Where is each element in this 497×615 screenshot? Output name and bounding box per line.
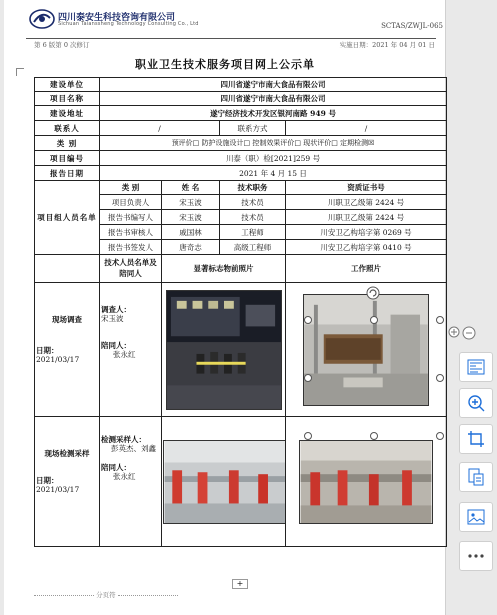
resize-handle[interactable] — [370, 316, 378, 324]
more-options-button[interactable] — [459, 541, 493, 571]
plus-circle-icon[interactable] — [448, 326, 460, 338]
member-name: 宋玉波 — [162, 195, 220, 210]
member-title: 工程师 — [220, 225, 286, 240]
sampling-staff-cell — [100, 417, 162, 547]
survey-date: 2021/03/17 — [36, 355, 80, 364]
resize-handle[interactable] — [304, 374, 312, 382]
survey-work-photo-cell — [286, 283, 447, 417]
company-logo-icon — [28, 8, 56, 30]
address-value: 遂宁经济技术开发区银河南路 949 号 — [100, 106, 447, 121]
member-role: 项目负责人 — [100, 195, 162, 210]
text-wrap-icon — [467, 359, 485, 375]
member-title: 高级工程师 — [220, 240, 286, 255]
resize-handle[interactable] — [370, 432, 378, 440]
code-value: 川泰（职）检[2021]259 号 — [100, 151, 447, 166]
date-value: 2021 年 4 月 15 日 — [100, 166, 447, 181]
company-name: 四川泰安生科技咨询有限公司 — [58, 13, 176, 23]
member-title: 技术员 — [220, 210, 286, 225]
replace-image-button[interactable] — [459, 502, 493, 532]
sampling-label: 现场检测采样 — [44, 449, 90, 458]
photo-header-work: 工作照片 — [286, 255, 447, 283]
member-cert: 川职卫乙级第 2424 号 — [286, 195, 447, 210]
escort-name: 张永红 — [113, 350, 136, 359]
image-text-icon — [467, 468, 485, 486]
project-value: 四川省遂宁市南大食品有限公司 — [100, 92, 447, 106]
member-cert: 川安卫乙构培字第 0269 号 — [286, 225, 447, 240]
survey-label: 现场调查 — [52, 315, 82, 324]
photo-header-landmark: 显著标志物前照片 — [162, 255, 286, 283]
sampling-row — [35, 417, 447, 547]
survey-label-cell — [35, 283, 100, 417]
add-row-button[interactable]: + — [232, 579, 248, 589]
team-header-name: 姓 名 — [162, 181, 220, 195]
member-cert: 川安卫乙构培字第 0410 号 — [286, 240, 447, 255]
unit-label: 建设单位 — [35, 78, 100, 92]
rotate-handle-icon[interactable] — [366, 286, 380, 300]
member-cert: 川职卫乙级第 2424 号 — [286, 210, 447, 225]
resize-handle[interactable] — [436, 432, 444, 440]
document-page — [4, 0, 446, 615]
document-title: 职业卫生技术服务项目网上公示单 — [135, 58, 315, 71]
edition-text: 第 6 版第 0 次修订 — [34, 41, 90, 49]
implementation-date: 实施日期：2021 年 04 月 01 日 — [339, 41, 435, 49]
header-divider — [26, 38, 436, 39]
sampling-photo-2[interactable] — [299, 440, 433, 524]
unit-value: 四川省遂宁市南大食品有限公司 — [100, 78, 447, 92]
member-role: 报告书审核人 — [100, 225, 162, 240]
contact-way-label: 联系方式 — [220, 121, 286, 136]
sampler-label: 检测采样人： — [101, 435, 146, 444]
notice-table — [34, 77, 447, 547]
project-label: 项目名称 — [35, 92, 100, 106]
member-title: 技术员 — [220, 195, 286, 210]
team-header-cert: 资质证书号 — [286, 181, 447, 195]
sampler-names: 彭英杰、刘鑫 — [111, 444, 156, 453]
address-label: 建设地址 — [35, 106, 100, 121]
image-icon — [467, 508, 485, 526]
crop-icon — [467, 430, 485, 448]
resize-handle[interactable] — [436, 316, 444, 324]
team-label: 项目组人员名单 — [35, 181, 100, 255]
contact-way-value: / — [286, 121, 447, 136]
resize-handle[interactable] — [304, 316, 312, 324]
resize-handle[interactable] — [436, 374, 444, 382]
survey-staff-cell — [100, 283, 162, 417]
investigator-name: 宋玉波 — [101, 314, 124, 323]
minus-circle-icon[interactable] — [462, 326, 476, 340]
zoom-image-button[interactable] — [459, 388, 493, 418]
sampling-date-label: 日期： — [36, 476, 59, 485]
member-name: 唐奇志 — [162, 240, 220, 255]
member-role: 报告书编写人 — [100, 210, 162, 225]
sampling-photo-1-cell — [162, 417, 286, 547]
sampling-date: 2021/03/17 — [36, 485, 80, 494]
resize-handle[interactable] — [304, 432, 312, 440]
survey-row — [35, 283, 447, 417]
survey-landmark-photo[interactable] — [166, 290, 282, 410]
date-label: 报告日期 — [35, 166, 100, 181]
more-icon — [467, 553, 485, 559]
team-header-category: 类 别 — [100, 181, 162, 195]
category-label: 类 别 — [35, 136, 100, 151]
company-name-en: Sichuan Taianssheng Technology Consulting Co., Ltd — [58, 21, 199, 27]
investigator-label: 调查人： — [101, 305, 131, 314]
layout-options-button[interactable] — [459, 352, 493, 382]
sampling-escort-label: 陪同人： — [101, 463, 131, 472]
sampling-label-cell — [35, 417, 100, 547]
member-name: 宋玉波 — [162, 210, 220, 225]
escort-label: 陪同人： — [101, 341, 131, 350]
member-role: 报告书签发人 — [100, 240, 162, 255]
crop-image-button[interactable] — [459, 424, 493, 454]
survey-work-photo[interactable] — [303, 294, 429, 406]
code-label: 项目编号 — [35, 151, 100, 166]
zoom-in-icon — [467, 394, 485, 412]
contact-label: 联系人 — [35, 121, 100, 136]
survey-landmark-photo-cell — [162, 283, 286, 417]
contact-value: / — [100, 121, 220, 136]
image-to-text-button[interactable] — [459, 462, 493, 492]
sampling-escort-name: 张永红 — [113, 472, 136, 481]
member-name: 戚国林 — [162, 225, 220, 240]
photo-header-staff: 技术人员名单及陪同人 — [100, 255, 162, 283]
sampling-photo-1[interactable] — [163, 440, 286, 524]
page-break-marker: 分页符 — [34, 590, 414, 599]
team-header-title: 技术职务 — [220, 181, 286, 195]
survey-date-label: 日期： — [36, 346, 59, 355]
document-number: SCTAS/ZWJL-065 — [381, 22, 443, 30]
category-value: 预评价□ 防护设施设计□ 控制效果评价□ 现状评价□ 定期检测☒ — [100, 136, 447, 151]
photo-header-blank — [35, 255, 100, 283]
